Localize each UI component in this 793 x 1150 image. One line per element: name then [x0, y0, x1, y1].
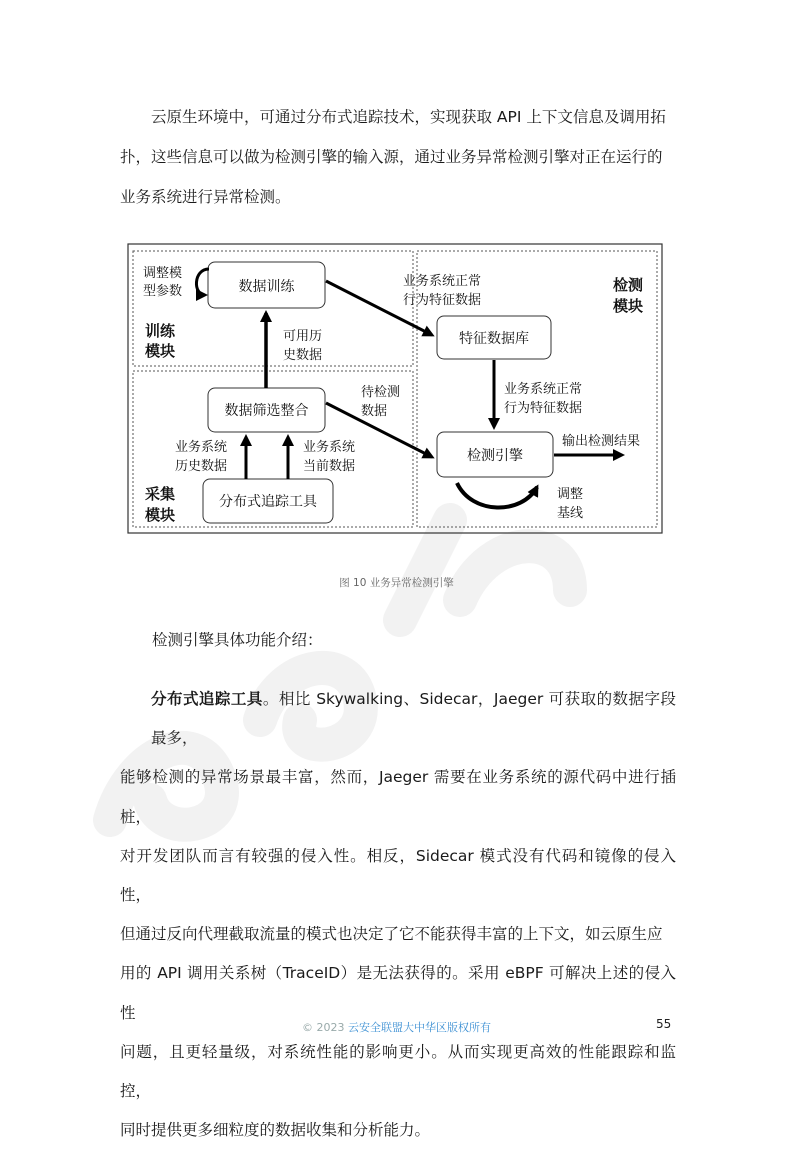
arrow-adjust-baseline	[457, 483, 537, 508]
label-adjust-params-2: 型参数	[143, 284, 183, 299]
data-filter-label: 数据筛选整合	[224, 403, 309, 419]
label-output-result: 输出检测结果	[562, 434, 641, 449]
body-line-2: 能够检测的异常场景最丰富，然而，Jaeger 需要在业务系统的源代码中进行插桩，	[120, 768, 676, 826]
intro-paragraph	[120, 97, 676, 217]
label-current-data-2: 当前数据	[303, 459, 356, 474]
body-line-1-text: 。相比 Skywalking、Sidecar，Jaeger 可获取的数据字段最多，	[151, 690, 676, 748]
body-paragraph	[120, 680, 676, 1150]
label-available-history-2: 史数据	[283, 348, 323, 363]
label-adjust-params: 调整模	[143, 266, 183, 281]
label-adjust-baseline: 调整	[557, 487, 584, 502]
body-line-7: 同时提供更多细粒度的数据收集和分析能力。	[120, 1121, 431, 1140]
bold-lead: 分布式追踪工具	[151, 690, 263, 708]
arrow-training-to-featuredb	[326, 281, 432, 335]
tracing-tool-label: 分布式追踪工具	[219, 494, 317, 510]
label-history-data: 业务系统	[175, 440, 228, 455]
section-intro: 检测引擎具体功能介绍：	[152, 631, 323, 649]
label-normal-top: 业务系统正常	[403, 274, 482, 289]
body-line-4: 但通过反向代理截取流量的模式也决定了它不能获得丰富的上下文，如云原生应	[120, 925, 663, 944]
intro-line-1: 云原生环境中，可通过分布式追踪技术，实现获取 API 上下文信息及调用拓	[151, 108, 666, 126]
data-training-label: 数据训练	[238, 279, 295, 295]
detect-module-title: 检测	[613, 276, 644, 294]
label-normal-mid: 业务系统正常	[504, 382, 583, 397]
body-line-3: 对开发团队而言有较强的侵入性。相反，Sidecar 模式没有代码和镜像的侵入性，	[120, 846, 676, 905]
label-normal-top-2: 行为特征数据	[403, 293, 482, 308]
train-module-title: 训练	[145, 322, 176, 340]
intro-line-3: 业务系统进行异常检测。	[120, 188, 291, 206]
detect-module-title-2: 模块	[613, 297, 644, 315]
copyright-year: 2023	[316, 1021, 345, 1034]
body-line-5: 用的 API 调用关系树（TraceID）是无法获得的。采用 eBPF 可解决上述的侵入性	[120, 964, 676, 1022]
copyright-org: 云安全联盟大中华区版权所有	[348, 1021, 491, 1034]
page-number: 55	[656, 1017, 672, 1031]
detect-engine-label: 检测引擎	[467, 448, 523, 464]
footer-copyright	[0, 1019, 793, 1035]
train-module-title-2: 模块	[145, 342, 176, 360]
label-history-data-2: 历史数据	[175, 459, 228, 474]
label-adjust-baseline-2: 基线	[557, 506, 584, 521]
figure-caption: 图 10 业务异常检测引擎	[339, 577, 454, 589]
arrow-adjust-params	[196, 269, 209, 295]
label-available-history: 可用历	[283, 329, 323, 344]
label-normal-mid-2: 行为特征数据	[504, 401, 583, 416]
intro-line-2: 扑，这些信息可以做为检测引擎的输入源，通过业务异常检测引擎对正在运行的	[120, 148, 663, 166]
detection-engine-diagram	[127, 243, 664, 535]
body-line-6: 问题，且更轻量级，对系统性能的影响更小。从而实现更高效的性能跟踪和监控，	[120, 1042, 676, 1101]
label-pending-2: 数据	[361, 404, 388, 419]
collect-module-title-2: 模块	[145, 506, 176, 524]
label-pending: 待检测	[361, 385, 401, 400]
body-line-1	[120, 680, 676, 758]
copyright-symbol: ©	[302, 1021, 313, 1034]
label-current-data: 业务系统	[303, 440, 356, 455]
feature-db-label: 特征数据库	[459, 331, 529, 347]
collect-module-title: 采集	[145, 485, 176, 503]
